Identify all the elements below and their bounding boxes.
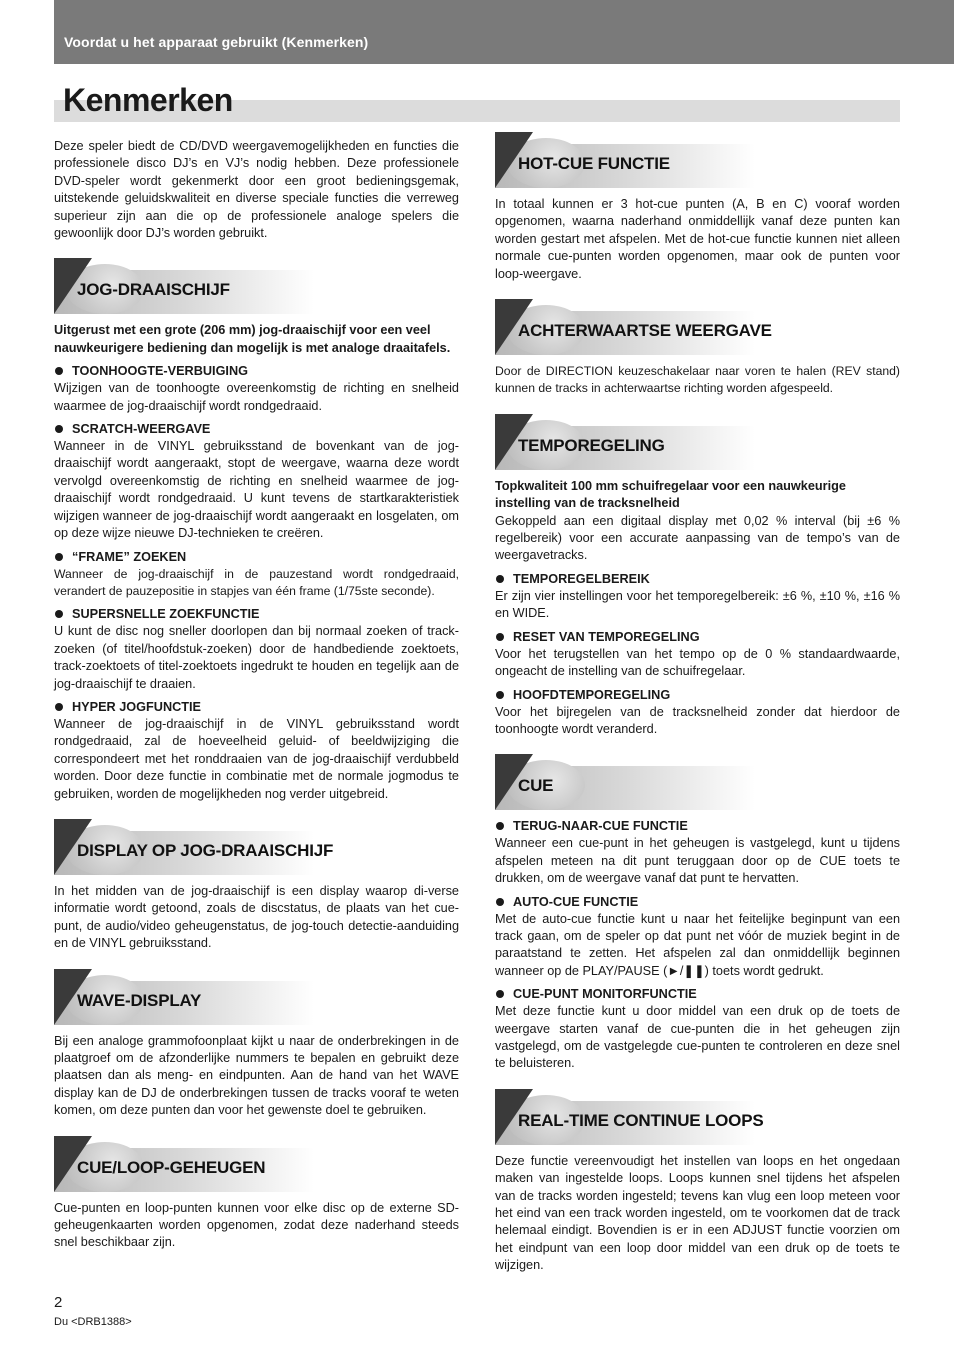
bullet-title bbox=[495, 986, 900, 1003]
section-body: In het midden van de jog-draaischijf is een display waarop di-verse informatie wordt getoond, zoals de discstatus, de plaats van het cue-punt, de audio/video geheugenstatus, de jog-touch detectie-aanduiding en de VINYL gebruiksstand. bbox=[54, 883, 459, 951]
left-column bbox=[54, 138, 459, 1252]
section-body: Deze functie vereenvoudigt het instellen van loops en het ongedaan maken van ingestelde loops. Loops kunnen snel tijdens het afspelen van de tracks worden ingesteld; tevens kan vlug een loop meteen voor het eind van een track worden ingesteld, om te voorkomen dat de track helemaal eindigt. Bovendien is er in een ADJUST functie voorzien om het eindpunt van een loop door middel van een druk op de toets te wijzigen. bbox=[495, 1153, 900, 1273]
bullet-text: Voor het bijregelen van de tracksnelheid zonder dat hierdoor de toonhoogte wordt veranderd. bbox=[495, 704, 900, 736]
document-code: Du <DRB1388> bbox=[54, 1316, 132, 1328]
bullet-label: RESET VAN TEMPOREGELING bbox=[513, 629, 700, 644]
bullet-title bbox=[54, 549, 459, 566]
section-title: HOT-CUE FUNCTIE bbox=[518, 154, 670, 173]
section-heading bbox=[54, 967, 459, 1025]
bullet-text: Er zijn vier instellingen voor het temporegelbereik: ±6 %, ±10 %, ±16 % en WIDE. bbox=[495, 588, 900, 621]
bullet-icon bbox=[496, 990, 504, 998]
bullet-icon bbox=[496, 898, 504, 906]
section-lead: Uitgerust met een grote (206 mm) jog-draaischijf voor een veel nauwkeurigere bediening dan mogelijk is met analoge draaitafels. bbox=[54, 323, 451, 355]
bullet-icon bbox=[496, 822, 504, 830]
section-title: ACHTERWAARTSE WEERGAVE bbox=[518, 321, 772, 341]
section-heading bbox=[495, 1087, 900, 1145]
bullet-icon bbox=[55, 610, 63, 618]
bullet-icon bbox=[496, 575, 504, 583]
bullet-label: SCRATCH-WEERGAVE bbox=[72, 422, 211, 437]
section-body: In totaal kunnen er 3 hot-cue punten (A, B en C) vooraf worden opgenomen, waarna naderhand onmiddellijk vanaf deze punten kan worden gestart met afspelen. Met de hot-cue functie kunnen niet alleen normale cue-punten worden opgenomen, maar ook de punten voor loop-weergave. bbox=[495, 197, 900, 281]
page-title: Kenmerken bbox=[63, 82, 233, 118]
bullet-title bbox=[495, 629, 900, 646]
bullet-title bbox=[495, 687, 900, 704]
bullet-text: Met de auto-cue functie kunt u naar het feitelijke beginpunt van een track gaan, om de speler op dat punt net vóór de muziek begint in de paraatstand te zetten. Het afspelen zal dan onmiddellijk beginnen wanneer op de PLAY/PAUSE (►/❚❚) toets wordt gedrukt. bbox=[495, 911, 900, 978]
header-section-label: Voordat u het apparaat gebruikt (Kenmerken) bbox=[64, 34, 369, 50]
bullet-title bbox=[495, 894, 900, 911]
bullet-label: CUE-PUNT MONITORFUNCTIE bbox=[513, 987, 697, 1002]
bullet-text: U kunt de disc nog sneller doorlopen dan bij normaal zoeken of track-zoeken (of titel/hoofdstuk-zoeken) door de handbediende zoektoets, track-zoektoets of titel-zoektoets ingedrukt te houden en tegelijk aan de jog-draaischijf te draaien. bbox=[54, 624, 459, 691]
bullet-icon bbox=[55, 425, 63, 433]
bullet-text: Wanneer de jog-draaischijf in de VINYL gebruiksstand wordt rondgedraaid, zal de hoeveelheid geluid- of beeldwijziging die correspondeert met het ronddraaien van de jog-draaischijf verdubbeld worden. Door deze functie in combinatie met de normale jogmodus te gebruiken, worden de mogelijkheden nog verder uitgebreid. bbox=[54, 716, 459, 801]
bullet-label: “FRAME” ZOEKEN bbox=[72, 549, 187, 564]
section-title: JOG-DRAAISCHIJF bbox=[77, 280, 230, 300]
intro-text: Deze speler biedt de CD/DVD weergavemogelijkheden en functies die professionele disco DJ’s en VJ’s nodig hebben. Deze professionele DVD-speler wordt gekenmerkt door een groot bedieningsgemak, uitstekende geluidskwaliteit en diverse speciale functies die verreweg superieur zijn aan die op de professionele analoge spelers die gewoonlijk door DJ’s worden gebruikt. bbox=[54, 139, 459, 241]
bullet-title bbox=[54, 606, 459, 623]
bullet-title bbox=[54, 363, 459, 380]
section-heading bbox=[495, 297, 900, 355]
section-heading bbox=[54, 1134, 459, 1192]
bullet-title bbox=[495, 571, 900, 588]
section-heading bbox=[54, 256, 459, 314]
right-column bbox=[495, 130, 900, 1275]
bullet-icon bbox=[496, 633, 504, 641]
bullet-label: HOOFDTEMPOREGELING bbox=[513, 687, 671, 702]
section-heading bbox=[495, 130, 900, 188]
bullet-label: SUPERSNELLE ZOEKFUNCTIE bbox=[72, 607, 260, 622]
section-title: TEMPOREGELING bbox=[518, 435, 665, 455]
section-body: Gekoppeld aan een digitaal display met 0,02 % interval (bij ±6 % regelbereik) voor een accurate aanpassing van de tempo’s van de weergavetracks. bbox=[495, 513, 900, 563]
section-body: Cue-punten en loop-punten kunnen voor elke disc op de externe SD-geheugenkaarten worden opgenomen, zodat deze naderhand steeds snel beschikbaar zijn. bbox=[54, 1200, 459, 1250]
bullet-label: HYPER JOGFUNCTIE bbox=[72, 699, 202, 714]
section-lead: Topkwaliteit 100 mm schuifregelaar voor een nauwkeurige instelling van de tracksnelheid bbox=[495, 478, 846, 511]
section-title: DISPLAY OP JOG-DRAAISCHIJF bbox=[77, 840, 334, 860]
bullet-title bbox=[54, 421, 459, 438]
bullet-title bbox=[54, 699, 459, 716]
bullet-label: TERUG-NAAR-CUE FUNCTIE bbox=[513, 819, 688, 834]
section-heading bbox=[54, 817, 459, 875]
section-title: CUE bbox=[518, 776, 554, 796]
section-title: REAL-TIME CONTINUE LOOPS bbox=[518, 1110, 764, 1130]
section-body: Bij een analoge grammofoonplaat kijkt u naar de onderbrekingen in de plaatgroef om de afzonderlijke nummers te bepalen en gebruikt deze plaatsen dan als meng- en eindpunten. Aan de hand van het WAVE display kan de DJ de onderbrekingen tussen de tracks vooraf te weten komen, om deze punten dan voor het gewenste doel te gebruiken. bbox=[54, 1033, 459, 1118]
bullet-text: Wanneer een cue-punt in het geheugen is vastgelegd, kunt u tijdens afspelen meteen na dit punt teruggaan door op de CUE toets te drukken, om de weergave vanaf dat punt te hervatten. bbox=[495, 836, 900, 886]
section-title: WAVE-DISPLAY bbox=[77, 990, 202, 1010]
bullet-text: Voor het terugstellen van het tempo op de 0 % standaardwaarde, ongeacht de instelling van de schuifregelaar. bbox=[495, 646, 900, 679]
bullet-text: Wanneer de jog-draaischijf in de pauzestand wordt rondgedraaid, verandert de pauzepositie in stapjes van één frame (1/75ste seconde). bbox=[54, 566, 459, 598]
bullet-text: Met deze functie kunt u door middel van een druk op de toets de weergave starten vanaf de cue-punten die in het geheugen zijn vastgelegd, om de vastgelegde cue-punten te controleren en deze snel te beluisteren. bbox=[495, 1004, 900, 1071]
bullet-title bbox=[495, 818, 900, 835]
page-number: 2 bbox=[54, 1294, 63, 1311]
header-bar bbox=[54, 0, 954, 64]
section-body: Door de DIRECTION keuzeschakelaar naar voren te halen (REV stand) kunnen de tracks in achterwaartse richting worden afgespeeld. bbox=[495, 364, 900, 396]
section-heading bbox=[495, 412, 900, 470]
section-title: CUE/LOOP-GEHEUGEN bbox=[77, 1157, 266, 1177]
bullet-text: Wanneer in de VINYL gebruiksstand de bovenkant van de jog-draaischijf wordt aangeraakt, stopt de weergave, waarna deze wordt vervolgd overeenkomstig de richting en snelheid waarmee de jog-draaischijf wordt rondgedraaid. U kunt tevens de startkarakteristiek wijzigen wanneer de jog-draaischijf wordt aangeraakt en losgelaten, om op deze wijze nieuwe DJ-technieken te creëren. bbox=[54, 439, 459, 541]
bullet-label: TOONHOOGTE-VERBUIGING bbox=[72, 364, 248, 379]
bullet-icon bbox=[496, 691, 504, 699]
bullet-icon bbox=[55, 703, 63, 711]
bullet-label: AUTO-CUE FUNCTIE bbox=[513, 894, 639, 909]
bullet-icon bbox=[55, 553, 63, 561]
bullet-icon bbox=[55, 367, 63, 375]
bullet-text: Wijzigen van de toonhoogte overeenkomstig de richting en snelheid waarmee de jog-draaischijf wordt rondgedraaid. bbox=[54, 381, 459, 413]
bullet-label: TEMPOREGELBEREIK bbox=[513, 571, 650, 586]
section-heading bbox=[495, 752, 900, 810]
